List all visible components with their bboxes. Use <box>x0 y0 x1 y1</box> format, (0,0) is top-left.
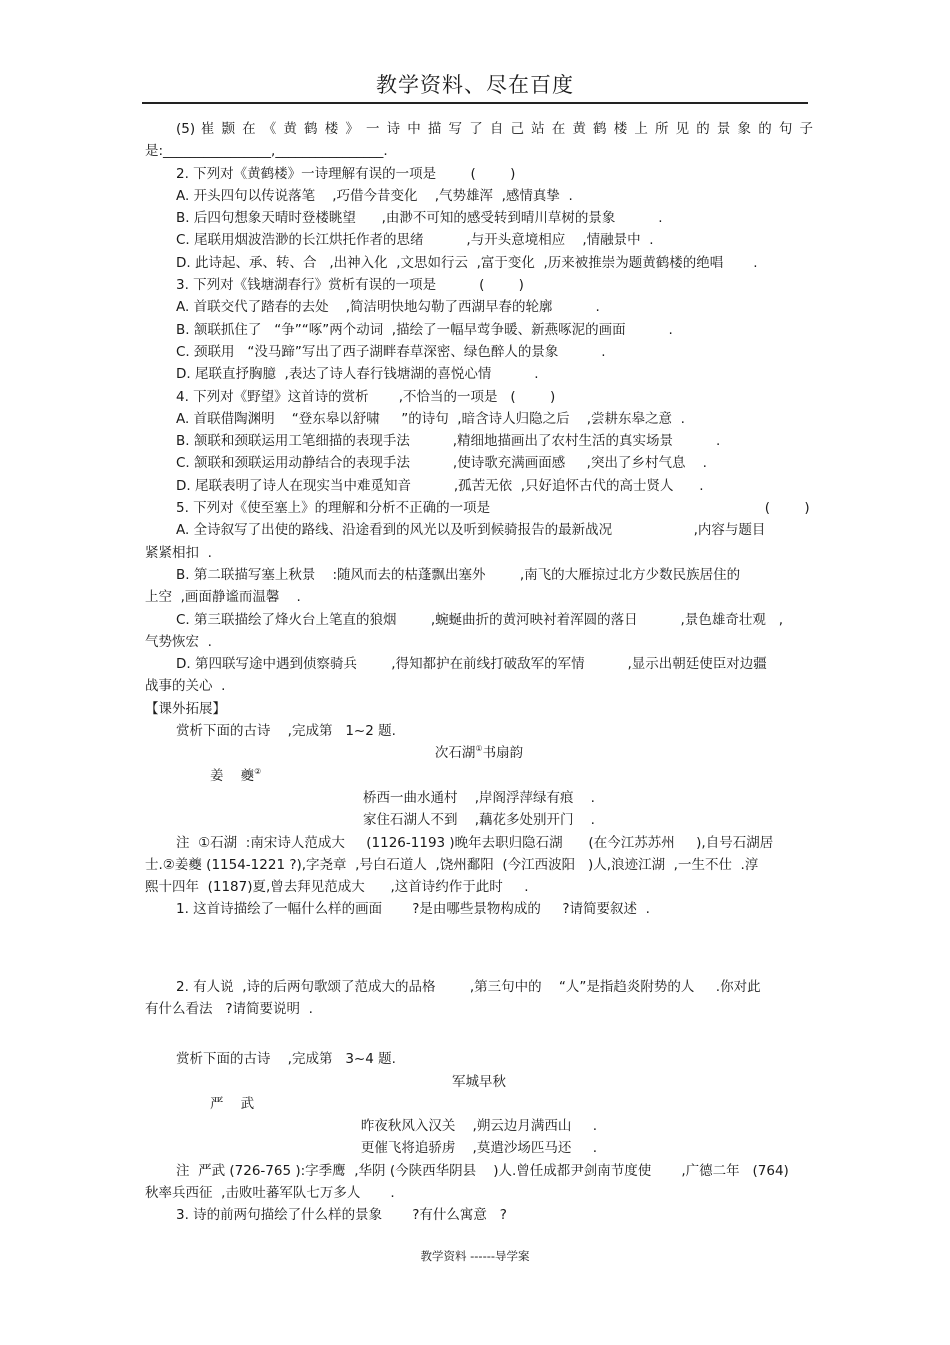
option-5a-cont: 紧紧相扣 . <box>145 544 212 561</box>
instruction-1: 赏析下面的古诗 ,完成第 1~2 题. <box>176 723 396 740</box>
option-2c: C. 尾联用烟波浩渺的长江烘托作者的思绪 ,与开头意境相应 ,情融景中 . <box>176 232 654 249</box>
page-header <box>142 68 808 104</box>
option-5b-cont: 上空 ,画面静谧而温馨 . <box>145 589 301 606</box>
option-4b: B. 颔联和颈联运用工笔细描的表现手法 ,精细地描画出了农村生活的真实场景 . <box>176 433 721 450</box>
section-heading: 【课外拓展】 <box>145 700 226 717</box>
question-5: 5. 下列对《使至塞上》的理解和分析不正确的一项是 ( ) <box>176 500 810 517</box>
document-body <box>145 118 813 1227</box>
instruction-2: 赏析下面的古诗 ,完成第 3~4 题. <box>176 1051 396 1068</box>
question-2: 2. 下列对《黄鹤楼》一诗理解有误的一项是 ( ) <box>176 165 516 182</box>
exercise-3: 3. 诗的前两句描绘了什么样的景象 ?有什么寓意 ? <box>176 1207 507 1224</box>
exercise-1: 1. 这首诗描绘了一幅什么样的画面 ?是由哪些景物构成的 ?请简要叙述 . <box>176 901 650 918</box>
option-5b: B. 第二联描写塞上秋景 :随风而去的枯蓬飘出塞外 ,南飞的大雁掠过北方少数民族居住的 <box>176 566 741 583</box>
question-line: (5) 崔 颢 在 《 黄 鹤 楼 》 一 诗 中 描 写 了 自 己 站 在 黄 鹤 楼 上 所 见 的 景 象 的 句 子 <box>176 121 813 137</box>
poem-author-1: 姜 夔② <box>210 766 262 784</box>
note-line: 注 ①石湖 :南宋诗人范成大 (1126-1193 )晚年去职归隐石湖 (在今江苏苏州 ),自号石湖居 <box>176 834 774 851</box>
footnote-mark: ① <box>475 744 483 754</box>
note-line: 注 严武 (726-765 ):字季鹰 ,华阴 (今陕西华阴县 )人.曾任成都尹剑南节度使 ,广德二年 (764) <box>176 1162 789 1179</box>
option-3c: C. 颈联用 “没马蹄”写出了西子湖畔春草深密、绿色醉人的景象 . <box>176 343 606 360</box>
option-3a: A. 首联交代了踏春的去处 ,简洁明快地勾勒了西湖早春的轮廓 . <box>176 299 600 316</box>
option-5d-cont: 战事的关心 . <box>145 678 226 695</box>
option-2a: A. 开头四句以传说落笔 ,巧借今昔变化 ,气势雄浑 ,感情真挚 . <box>176 187 573 204</box>
poem-author-2: 严 武 <box>210 1095 255 1112</box>
note-line: 秋率兵西征 ,击败吐蕃军队七万多人 . <box>145 1185 395 1202</box>
poem-line: 家住石湖人不到 ,藕花多处别开门 . <box>363 812 595 829</box>
note-line: 熙十四年 (1187)夏,曾去拜见范成大 ,这首诗约作于此时 . <box>145 879 529 896</box>
poem-line: 更催飞将追骄虏 ,莫遣沙场匹马还 . <box>360 1140 598 1157</box>
header-title: 教学资料、尽在百度 <box>376 73 574 97</box>
footnote-mark: ② <box>254 766 262 776</box>
option-4d: D. 尾联表明了诗人在现实当中难觅知音 ,孤苦无依 ,只好追怀古代的高士贤人 . <box>176 477 704 494</box>
option-2d: D. 此诗起、承、转、合 ,出神入化 ,文思如行云 ,富于变化 ,历来被推崇为题黄鹤楼的绝唱 . <box>176 254 758 271</box>
note-line: 士.②姜夔 (1154-1221 ?),字尧章 ,号白石道人 ,饶州鄱阳 (今江西波阳 )人,浪迹江湖 ,一生不仕 .淳 <box>145 856 759 873</box>
option-3d: D. 尾联直抒胸臆 ,表达了诗人春行钱塘湖的喜悦心情 . <box>176 366 539 383</box>
exercise-2: 2. 有人说 ,诗的后两句歌颂了范成大的品格 ,第三句中的 “人”是指趋炎附势的人 .你对此 <box>176 978 761 995</box>
option-3b: B. 颔联抓住了 “争”“啄”两个动词 ,描绘了一幅早莺争暖、新燕啄泥的画面 . <box>176 321 673 338</box>
option-5d: D. 第四联写途中遇到侦察骑兵 ,得知都护在前线打破敌军的军情 ,显示出朝廷使臣对边疆 <box>176 656 767 673</box>
poem-title-1: 次石湖①书扇韵 <box>434 744 524 762</box>
question-4: 4. 下列对《野望》这首诗的赏析 ,不恰当的一项是 ( ) <box>176 388 556 405</box>
poem-title-2: 军城早秋 <box>452 1073 506 1090</box>
option-5c: C. 第三联描绘了烽火台上笔直的狼烟 ,蜿蜒曲折的黄河映衬着浑圆的落日 ,景色雄奇壮观 , <box>176 611 783 628</box>
poem-line: 桥西一曲水通村 ,岸阁浮萍绿有痕 . <box>363 789 595 806</box>
option-2b: B. 后四句想象天晴时登楼眺望 ,由渺不可知的感受转到晴川草树的景象 . <box>176 210 663 227</box>
page-footer <box>0 1248 950 1264</box>
answer-blank-line: 是:________________,________________. <box>145 143 388 160</box>
option-5a: A. 全诗叙写了出使的路线、沿途看到的风光以及听到候骑报告的最新战况 ,内容与题目 <box>176 522 766 539</box>
footer-text: 教学资料 ------导学案 <box>420 1249 530 1263</box>
option-4c: C. 颔联和颈联运用动静结合的表现手法 ,使诗歌充满画面感 ,突出了乡村气息 . <box>176 455 707 472</box>
option-4a: A. 首联借陶渊明 “登东皋以舒啸 ”的诗句 ,暗含诗人归隐之后 ,尝耕东皋之意 . <box>176 410 685 427</box>
exercise-2-cont: 有什么看法 ?请简要说明 . <box>145 1000 313 1017</box>
poem-line: 昨夜秋风入汉关 ,朔云边月满西山 . <box>360 1118 598 1135</box>
option-5c-cont: 气势恢宏 . <box>145 633 212 650</box>
question-3: 3. 下列对《钱塘湖春行》赏析有误的一项是 ( ) <box>176 277 524 294</box>
